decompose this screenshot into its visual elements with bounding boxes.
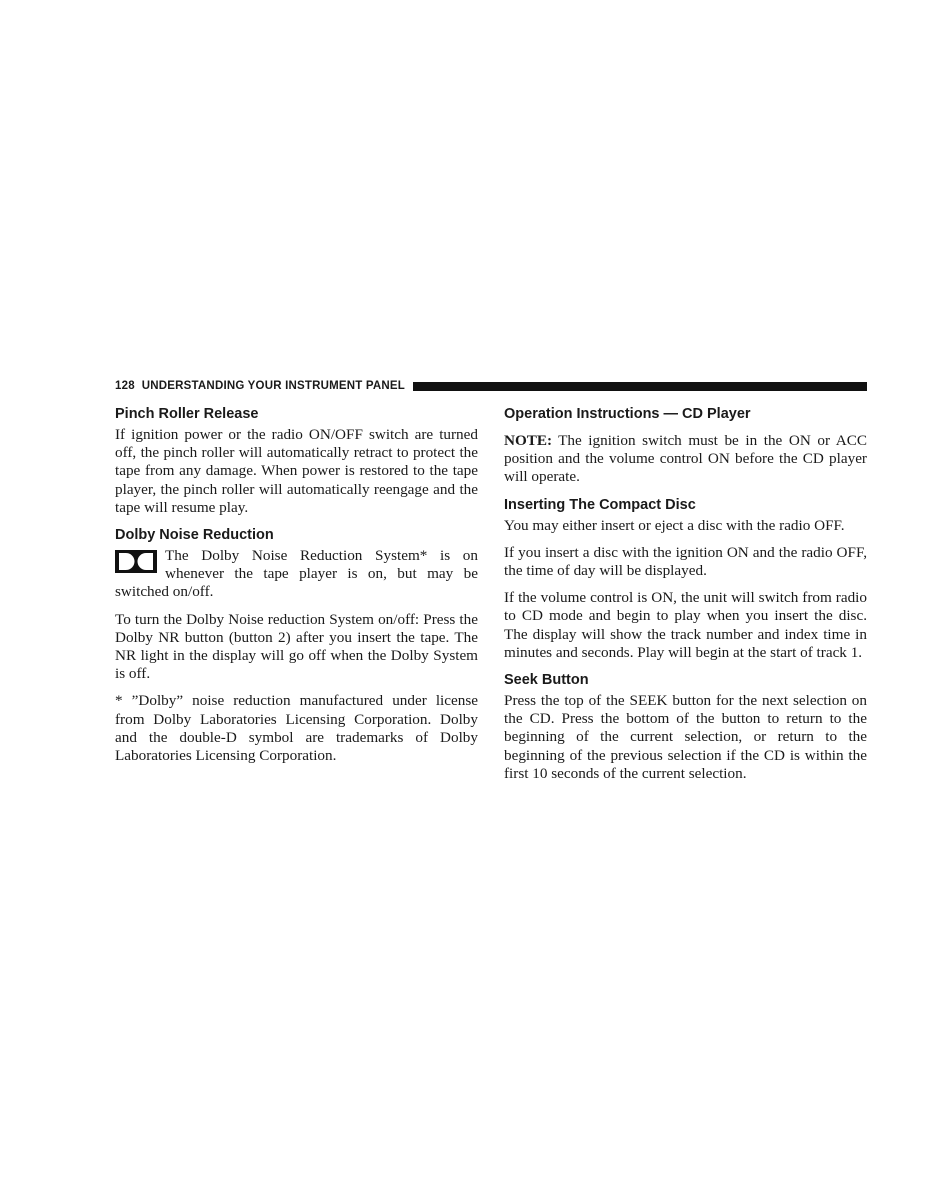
page-number: 128 [115,380,135,392]
left-column [115,405,478,774]
paragraph: If the volume control is ON, the unit will switch from radio to CD mode and begin to play when you insert the disc. The display will show the track number and index time in minutes and seconds. Play will begin at the start of track 1. [504,589,867,661]
section-heading: Seek Button [504,672,589,689]
running-title: UNDERSTANDING YOUR INSTRUMENT PANEL [141,380,405,392]
header-rule [413,382,867,391]
section-pinch-roller-release [115,405,478,517]
section-operation-instructions [504,405,867,487]
paragraph: You may either insert or eject a disc with the radio OFF. [504,516,845,534]
dolby-double-d-icon [115,550,157,573]
paragraph: If ignition power or the radio ON/OFF switch are turned off, the pinch roller will automatically retract to protect the tape from any damage. When power is restored to the tape player, the pinch roller will automatically reengage and the tape will resume play. [115,426,478,516]
paragraph: Press the top of the SEEK button for the next selection on the CD. Press the bottom of the button to return to the beginning of the current selection, or return to the beginning of the previous selection if the CD is within the first 10 seconds of the current selection. [504,692,867,782]
section-heading: Inserting The Compact Disc [504,496,696,513]
section-inserting-compact-disc [504,496,867,662]
section-heading: Pinch Roller Release [115,406,259,422]
paragraph-with-logo [115,547,478,602]
note-paragraph [504,432,867,487]
paragraph: If you insert a disc with the ignition ON and the radio OFF, the time of day will be displayed. [504,543,867,580]
page-header [115,379,867,393]
dolby-body-text: The Dolby Noise Reduction System* is on whenever the tape player is on, but may be switched on/off. [115,547,478,601]
note-label: NOTE: [504,432,553,449]
section-dolby-noise-reduction [115,526,478,765]
section-heading: Dolby Noise Reduction [115,527,274,544]
section-heading: Operation Instructions — CD Player [504,406,751,422]
footnote: * ”Dolby” noise reduction manufactured under license from Dolby Laboratories Licensing Corporation. Dolby and the double-D symbol are trademarks of Dolby Laboratories Licensing Corporation. [115,692,478,765]
note-text: The ignition switch must be in the ON or ACC position and the volume control ON before the CD player will operate. [504,432,867,486]
paragraph: To turn the Dolby Noise reduction System on/off: Press the Dolby NR button (button 2) after you insert the tape. The NR light in the display will go off when the Dolby System is off. [115,610,478,683]
right-column [504,405,867,792]
section-seek-button [504,671,867,783]
